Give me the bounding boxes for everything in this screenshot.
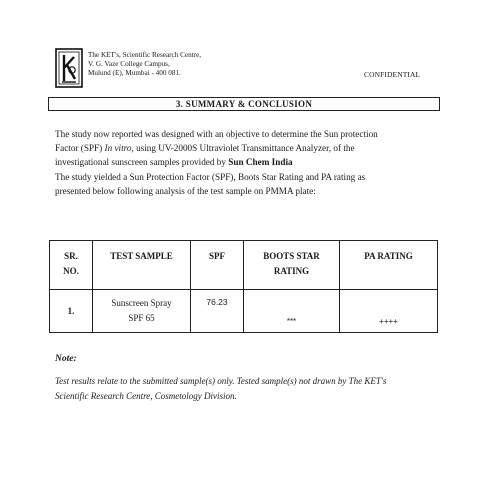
text-span: investigational sunscreen samples provided by bbox=[55, 157, 229, 168]
header-sr-no bbox=[50, 241, 93, 290]
cell-pa-rating: ++++ bbox=[340, 290, 438, 333]
text-span: Factor (SPF) bbox=[55, 143, 105, 154]
note-text bbox=[55, 374, 450, 404]
note-heading: Note: bbox=[55, 354, 77, 364]
paragraph-line: presented below following analysis of the test sample on PMMA plate: bbox=[55, 185, 316, 196]
confidential-label: CONFIDENTIAL bbox=[364, 70, 421, 79]
cell-boots-rating: *** bbox=[244, 290, 340, 333]
header-text: RATING bbox=[273, 266, 310, 276]
table-row bbox=[50, 290, 438, 333]
client-name: Sun Chem India bbox=[228, 157, 293, 168]
header-text: NO. bbox=[63, 266, 79, 276]
header-text: TEST SAMPLE bbox=[110, 251, 173, 261]
ket-logo-icon bbox=[55, 48, 83, 88]
note-line: Scientific Research Centre, Cosmetology Division. bbox=[55, 391, 237, 401]
header-text: BOOTS STAR bbox=[263, 251, 320, 261]
organization-address bbox=[88, 51, 201, 79]
section-header bbox=[48, 97, 440, 111]
header-spf bbox=[191, 241, 244, 290]
org-city: Mulund (E), Mumbai - 400 081. bbox=[88, 69, 181, 78]
org-name: The KET's, Scientific Research Centre, bbox=[88, 51, 202, 59]
cell-spf: 76.23 bbox=[191, 290, 244, 333]
text-span: using UV-2000S Ultraviolet Transmittance Analyzer, of the bbox=[133, 143, 355, 154]
note-line: Test results relate to the submitted sample(s) only. Tested sample(s) not drawn by The KET's bbox=[55, 376, 387, 386]
header-text: PA RATING bbox=[364, 251, 413, 261]
paragraph-line bbox=[55, 141, 445, 155]
header-text: SR. bbox=[64, 251, 78, 261]
org-campus: V. G. Vaze College Campus, bbox=[88, 60, 170, 69]
summary-paragraph bbox=[55, 127, 445, 198]
results-table bbox=[49, 240, 438, 333]
paragraph-line bbox=[55, 155, 445, 169]
cell-test-sample bbox=[93, 290, 191, 333]
cell-text: SPF 65 bbox=[128, 313, 155, 323]
cell-text: Sunscreen Spray bbox=[111, 298, 172, 308]
table-header-row bbox=[50, 241, 438, 290]
paragraph-line: The study now reported was designed with an objective to determine the Sun protection bbox=[55, 129, 378, 139]
in-vitro-text: In vitro, bbox=[104, 143, 134, 154]
header-pa-rating bbox=[340, 241, 438, 290]
paragraph-line: The study yielded a Sun Protection Factor (SPF), Boots Star Rating and PA rating as bbox=[55, 171, 366, 182]
cell-sr-no: 1. bbox=[50, 290, 93, 333]
header-text: SPF bbox=[208, 251, 225, 261]
header-test-sample bbox=[93, 241, 191, 290]
header-boots-star-rating bbox=[244, 241, 340, 290]
section-title: 3. SUMMARY & CONCLUSION bbox=[175, 99, 313, 109]
